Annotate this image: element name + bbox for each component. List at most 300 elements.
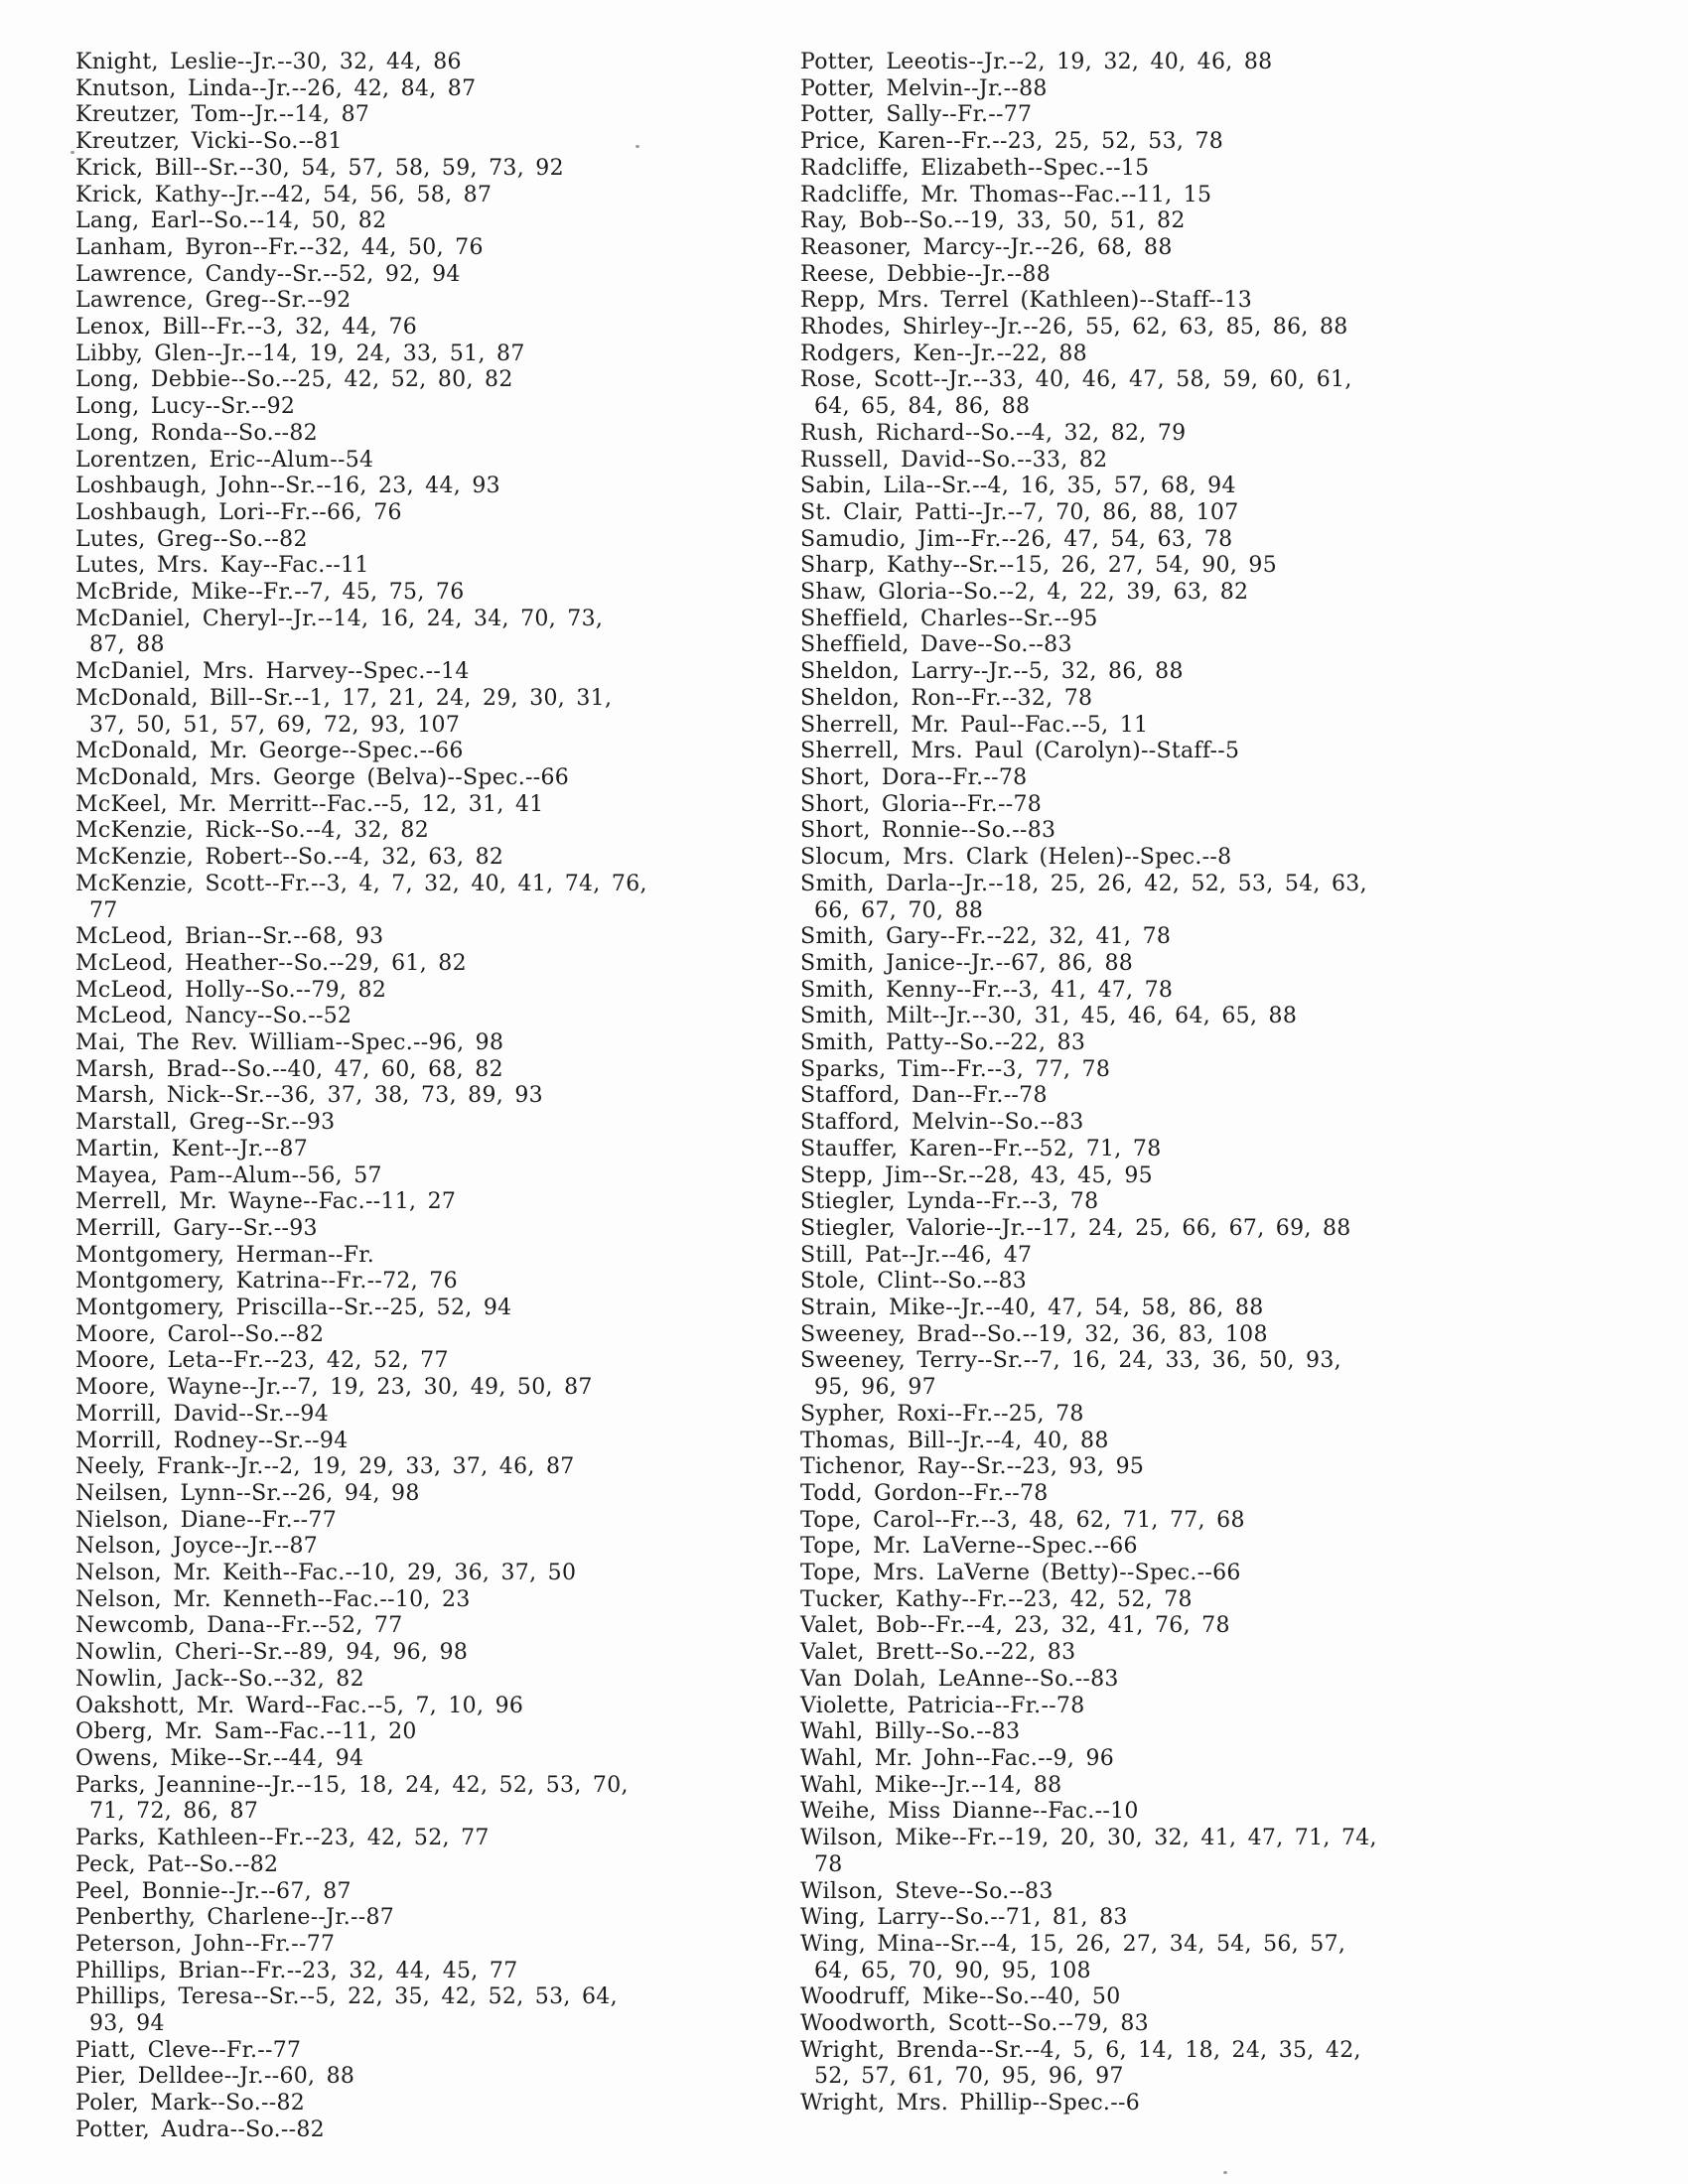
index-entry xyxy=(800,208,1495,235)
index-entry-line: Wahl, Billy--So.--83 xyxy=(800,1719,1021,1745)
index-entry xyxy=(75,739,771,765)
index-entry-line: Morrill, Rodney--Sr.--94 xyxy=(75,1428,349,1453)
index-entry-line: Moore, Leta--Fr.--23, 42, 52, 77 xyxy=(75,1348,449,1374)
index-entry xyxy=(75,1879,771,1906)
index-entry xyxy=(75,607,771,659)
index-entry-line: Potter, Sally--Fr.--77 xyxy=(800,102,1033,128)
index-entry-continuation: 95, 96, 97 xyxy=(814,1375,936,1401)
index-entry xyxy=(800,102,1495,129)
index-entry-line: Woodruff, Mike--So.--40, 50 xyxy=(800,1984,1121,2010)
index-entry xyxy=(800,367,1495,420)
index-entry-line: Lanham, Byron--Fr.--32, 44, 50, 76 xyxy=(75,234,484,260)
index-entry-line: Loshbaugh, John--Sr.--16, 23, 44, 93 xyxy=(75,474,500,499)
index-entry xyxy=(75,1640,771,1667)
index-entry-line: Still, Pat--Jr.--46, 47 xyxy=(800,1242,1033,1268)
index-entry xyxy=(75,1348,771,1375)
index-entry xyxy=(75,527,771,554)
index-entry xyxy=(800,1137,1495,1163)
index-entry-line: Montgomery, Katrina--Fr.--72, 76 xyxy=(75,1269,458,1295)
index-entry-line: Sheffield, Charles--Sr.--95 xyxy=(800,606,1098,631)
index-entry-line: Wilson, Mike--Fr.--19, 20, 30, 32, 41, 47, 71, 74, xyxy=(800,1826,1377,1851)
index-entry xyxy=(75,1216,771,1243)
index-entry xyxy=(800,183,1495,209)
index-entry-line: Kreutzer, Tom--Jr.--14, 87 xyxy=(75,102,370,128)
index-entry-line: Lang, Earl--So.--14, 50, 82 xyxy=(75,208,387,234)
index-entry xyxy=(800,713,1495,740)
index-entry-line: Sheldon, Ron--Fr.--32, 78 xyxy=(800,685,1093,711)
index-entry-line: Owens, Mike--Sr.--44, 94 xyxy=(75,1746,364,1771)
index-entry xyxy=(75,1719,771,1746)
index-entry-line: McDonald, Mrs. George (Belva)--Spec.--66 xyxy=(75,764,570,790)
index-entry xyxy=(800,1905,1495,1932)
index-entry-line: Martin, Kent--Jr.--87 xyxy=(75,1136,309,1161)
index-entry xyxy=(75,1269,771,1296)
index-entry xyxy=(800,1667,1495,1694)
index-entry xyxy=(800,1269,1495,1296)
index-entry-line: Nielson, Diane--Fr.--77 xyxy=(75,1507,337,1533)
index-entry-line: Parks, Jeannine--Jr.--15, 18, 24, 42, 52, 53, 70, xyxy=(75,1772,629,1798)
index-entry xyxy=(75,1826,771,1852)
index-entry-line: Repp, Mrs. Terrel (Kathleen)--Staff--13 xyxy=(800,288,1253,314)
index-entry-line: Long, Debbie--So.--25, 42, 52, 80, 82 xyxy=(75,367,513,393)
index-entry-line: Stafford, Dan--Fr.--78 xyxy=(800,1083,1048,1109)
index-entry-line: Mayea, Pam--Alum--56, 57 xyxy=(75,1162,382,1188)
index-entry-line: Mai, The Rev. William--Spec.--96, 98 xyxy=(75,1030,504,1056)
index-entry xyxy=(75,76,771,103)
index-entry xyxy=(75,2064,771,2091)
index-entry xyxy=(800,1826,1495,1878)
index-entry xyxy=(75,235,771,262)
index-entry xyxy=(800,951,1495,978)
index-entry-line: Slocum, Mrs. Clark (Helen)--Spec.--8 xyxy=(800,845,1232,871)
index-entry xyxy=(75,448,771,475)
index-entry xyxy=(800,1561,1495,1587)
index-entry-line: Radcliffe, Mr. Thomas--Fac.--11, 15 xyxy=(800,182,1212,207)
index-entry-line: McLeod, Heather--So.--29, 61, 82 xyxy=(75,950,467,976)
index-entry-line: Merrell, Mr. Wayne--Fac.--11, 27 xyxy=(75,1189,457,1215)
index-entry xyxy=(800,1508,1495,1535)
index-entry xyxy=(75,978,771,1005)
index-entry-line: Loshbaugh, Lori--Fr.--66, 76 xyxy=(75,499,402,525)
index-entry xyxy=(800,50,1495,76)
index-entry-line: Weihe, Miss Dianne--Fac.--10 xyxy=(800,1799,1139,1825)
index-entry xyxy=(800,1030,1495,1057)
paper-speck xyxy=(1223,2171,1227,2174)
index-entry xyxy=(800,1719,1495,1746)
index-entry-line: McDonald, Mr. George--Spec.--66 xyxy=(75,739,464,764)
index-entry-line: Penberthy, Charlene--Jr.--87 xyxy=(75,1905,395,1931)
index-entry xyxy=(75,1534,771,1561)
index-entry xyxy=(75,553,771,580)
index-entry xyxy=(800,607,1495,633)
index-entry-line: Morrill, David--Sr.--94 xyxy=(75,1401,329,1427)
index-entry xyxy=(800,1773,1495,1800)
index-entry-line: Sweeney, Brad--So.--19, 32, 36, 83, 108 xyxy=(800,1321,1268,1347)
index-entry xyxy=(75,208,771,235)
index-entry-line: Phillips, Brian--Fr.--23, 32, 44, 45, 77 xyxy=(75,1958,518,1983)
index-entry xyxy=(800,2091,1495,2117)
index-entry xyxy=(75,765,771,792)
index-entry-line: Smith, Kenny--Fr.--3, 41, 47, 78 xyxy=(800,977,1174,1003)
index-entry xyxy=(75,394,771,421)
index-entry-line: Knutson, Linda--Jr.--26, 42, 84, 87 xyxy=(75,75,477,101)
index-entry-line: Valet, Brett--So.--22, 83 xyxy=(800,1640,1076,1666)
index-entry-continuation: 93, 94 xyxy=(89,2011,165,2037)
index-entry xyxy=(800,1640,1495,1667)
index-entry xyxy=(800,872,1495,924)
index-entry-line: McLeod, Brian--Sr.--68, 93 xyxy=(75,924,384,950)
index-entry xyxy=(800,765,1495,792)
index-entry xyxy=(75,1932,771,1959)
index-entry-line: Potter, Melvin--Jr.--88 xyxy=(800,75,1048,101)
index-entry xyxy=(800,1879,1495,1906)
index-entry-line: McDaniel, Mrs. Harvey--Spec.--14 xyxy=(75,659,470,685)
index-entry-line: Wahl, Mr. John--Fac.--9, 96 xyxy=(800,1746,1115,1771)
index-entry xyxy=(800,1799,1495,1826)
index-entry xyxy=(800,2038,1495,2091)
index-entry-line: Potter, Audra--So.--82 xyxy=(75,2116,325,2142)
index-entry xyxy=(75,1402,771,1429)
index-entry-line: Valet, Bob--Fr.--4, 23, 32, 41, 76, 78 xyxy=(800,1613,1230,1639)
index-entry xyxy=(75,924,771,951)
index-entry-line: Merrill, Gary--Sr.--93 xyxy=(75,1215,318,1241)
index-entry xyxy=(75,474,771,500)
index-entry-line: Piatt, Cleve--Fr.--77 xyxy=(75,2037,302,2063)
index-entry xyxy=(75,183,771,209)
index-entry xyxy=(75,262,771,289)
index-entry xyxy=(800,1429,1495,1455)
index-entry-line: Sherrell, Mrs. Paul (Carolyn)--Staff--5 xyxy=(800,739,1240,764)
index-entry-line: McLeod, Nancy--So.--52 xyxy=(75,1004,352,1029)
index-entry xyxy=(800,1348,1495,1401)
index-entry xyxy=(800,924,1495,951)
index-entry-line: Sherrell, Mr. Paul--Fac.--5, 11 xyxy=(800,712,1149,738)
index-entry-line: Nelson, Joyce--Jr.--87 xyxy=(75,1534,319,1560)
index-entry-line: Tope, Mr. LaVerne--Spec.--66 xyxy=(800,1534,1138,1560)
index-entry-line: Newcomb, Dana--Fr.--52, 77 xyxy=(75,1613,403,1639)
index-entry xyxy=(800,1083,1495,1110)
index-entry-line: Long, Lucy--Sr.--92 xyxy=(75,394,296,420)
index-entry-line: McKeel, Mr. Merritt--Fac.--5, 12, 31, 41 xyxy=(75,791,544,817)
index-entry xyxy=(800,474,1495,500)
index-entry-line: St. Clair, Patti--Jr.--7, 70, 86, 88, 107 xyxy=(800,499,1239,525)
index-entry xyxy=(75,1852,771,1879)
index-entry-line: McDaniel, Cheryl--Jr.--14, 16, 24, 34, 70, 73, xyxy=(75,606,604,631)
index-entry-line: Nelson, Mr. Keith--Fac.--10, 29, 36, 37, 50 xyxy=(75,1561,577,1586)
index-entry xyxy=(800,580,1495,607)
index-entry xyxy=(800,978,1495,1005)
index-entry-line: Russell, David--So.--33, 82 xyxy=(800,447,1108,473)
index-entry xyxy=(75,1110,771,1137)
index-entry xyxy=(800,1534,1495,1561)
index-entry-line: Nowlin, Jack--So.--32, 82 xyxy=(75,1666,364,1692)
index-entry xyxy=(800,1402,1495,1429)
index-entry xyxy=(75,421,771,448)
index-entry-line: Sheldon, Larry--Jr.--5, 32, 86, 88 xyxy=(800,659,1184,685)
index-entry xyxy=(800,421,1495,448)
index-entry-line: Wright, Brenda--Sr.--4, 5, 6, 14, 18, 24, 35, 42, xyxy=(800,2037,1361,2063)
index-entry xyxy=(800,792,1495,819)
index-entry-line: Smith, Darla--Jr.--18, 25, 26, 42, 52, 53, 54, 63, xyxy=(800,871,1367,896)
index-entry-line: Todd, Gordon--Fr.--78 xyxy=(800,1480,1049,1506)
index-entry xyxy=(75,818,771,845)
index-entry xyxy=(800,1057,1495,1084)
index-entry-line: Tichenor, Ray--Sr.--23, 93, 95 xyxy=(800,1454,1145,1480)
index-entry xyxy=(800,659,1495,686)
index-entry xyxy=(75,1773,771,1826)
index-entry xyxy=(75,1429,771,1455)
index-entry-line: Wahl, Mike--Jr.--14, 88 xyxy=(800,1772,1062,1798)
index-entry xyxy=(75,686,771,739)
index-entry-line: McKenzie, Scott--Fr.--3, 4, 7, 32, 40, 41, 74, 76, xyxy=(75,871,647,896)
index-entry-line: Smith, Gary--Fr.--22, 32, 41, 78 xyxy=(800,924,1172,950)
index-entry xyxy=(800,1481,1495,1508)
index-entry xyxy=(75,872,771,924)
index-entry xyxy=(75,1481,771,1508)
index-entry-line: Nowlin, Cheri--Sr.--89, 94, 96, 98 xyxy=(75,1640,469,1666)
index-entry xyxy=(75,1905,771,1932)
index-entry-line: McBride, Mike--Fr.--7, 45, 75, 76 xyxy=(75,580,465,606)
index-entry-continuation: 77 xyxy=(89,897,118,923)
index-entry-line: Lenox, Bill--Fr.--3, 32, 44, 76 xyxy=(75,315,418,341)
index-entry-line: Montgomery, Herman--Fr. xyxy=(75,1242,374,1268)
index-entry xyxy=(800,2011,1495,2038)
index-entry xyxy=(75,659,771,686)
index-entry xyxy=(800,845,1495,872)
index-entry xyxy=(75,1959,771,1985)
index-entry-continuation: 37, 50, 51, 57, 69, 72, 93, 107 xyxy=(89,712,461,738)
index-entry-line: Stole, Clint--So.--83 xyxy=(800,1269,1028,1295)
index-entry-line: Lawrence, Greg--Sr.--92 xyxy=(75,288,352,314)
index-entry xyxy=(800,1746,1495,1773)
index-entry-line: Wright, Mrs. Phillip--Spec.--6 xyxy=(800,2091,1140,2116)
index-entry-continuation: 64, 65, 70, 90, 95, 108 xyxy=(814,1958,1091,1983)
index-entry-line: McDonald, Bill--Sr.--1, 17, 21, 24, 29, 30, 31, xyxy=(75,685,613,711)
index-entry-line: Stafford, Melvin--So.--83 xyxy=(800,1110,1084,1136)
index-entry xyxy=(800,1587,1495,1614)
index-entry-line: Nelson, Mr. Kenneth--Fac.--10, 23 xyxy=(75,1586,471,1612)
index-entry xyxy=(800,315,1495,341)
index-entry xyxy=(75,1746,771,1773)
index-entry xyxy=(75,1694,771,1720)
index-entry-line: Sparks, Tim--Fr.--3, 77, 78 xyxy=(800,1056,1111,1082)
index-entry-line: McLeod, Holly--So.--79, 82 xyxy=(75,977,387,1003)
index-entry xyxy=(800,1984,1495,2011)
index-entry xyxy=(75,156,771,183)
index-entry-line: Stiegler, Lynda--Fr.--3, 78 xyxy=(800,1189,1099,1215)
index-entry-line: Poler, Mark--So.--82 xyxy=(75,2091,306,2116)
index-entry xyxy=(75,288,771,315)
index-entry xyxy=(75,845,771,872)
index-entry-line: Sypher, Roxi--Fr.--25, 78 xyxy=(800,1401,1084,1427)
index-entry-line: Lutes, Mrs. Kay--Fac.--11 xyxy=(75,553,369,579)
index-entry xyxy=(800,129,1495,156)
index-entry-line: Lutes, Greg--So.--82 xyxy=(75,526,308,552)
index-entry-line: Rose, Scott--Jr.--33, 40, 46, 47, 58, 59, 60, 61, xyxy=(800,367,1352,393)
index-entry xyxy=(75,1508,771,1535)
index-entry xyxy=(75,1613,771,1640)
index-entry xyxy=(75,315,771,341)
index-entry-continuation: 52, 57, 61, 70, 95, 96, 97 xyxy=(814,2064,1124,2090)
index-entry-line: Strain, Mike--Jr.--40, 47, 54, 58, 86, 88 xyxy=(800,1296,1264,1321)
index-entry xyxy=(75,2091,771,2117)
index-entry xyxy=(75,2038,771,2065)
index-entry-line: Reese, Debbie--Jr.--88 xyxy=(800,261,1052,287)
index-entry-line: Peterson, John--Fr.--77 xyxy=(75,1931,336,1957)
index-entry xyxy=(75,341,771,368)
index-entry-line: Short, Dora--Fr.--78 xyxy=(800,764,1028,790)
index-entry-line: Oberg, Mr. Sam--Fac.--11, 20 xyxy=(75,1719,417,1745)
index-entry xyxy=(800,1243,1495,1270)
index-entry xyxy=(800,632,1495,659)
index-entry xyxy=(800,76,1495,103)
index-entry xyxy=(800,553,1495,580)
index-entry xyxy=(75,50,771,76)
index-entry-line: Marstall, Greg--Sr.--93 xyxy=(75,1110,336,1136)
index-entry-line: Thomas, Bill--Jr.--4, 40, 88 xyxy=(800,1428,1109,1453)
index-entry-line: Rodgers, Ken--Jr.--22, 88 xyxy=(800,341,1087,366)
index-entry xyxy=(800,1163,1495,1190)
index-entry-line: Libby, Glen--Jr.--14, 19, 24, 33, 51, 87 xyxy=(75,341,525,366)
index-entry xyxy=(75,1163,771,1190)
index-entry-line: Peel, Bonnie--Jr.--67, 87 xyxy=(75,1878,352,1904)
index-entry-line: Stiegler, Valorie--Jr.--17, 24, 25, 66, 67, 69, 88 xyxy=(800,1215,1351,1241)
index-entry-line: Wilson, Steve--So.--83 xyxy=(800,1878,1054,1904)
index-entry-line: Oakshott, Mr. Ward--Fac.--5, 7, 10, 96 xyxy=(75,1693,524,1718)
paper-speck xyxy=(635,145,639,148)
index-entry-line: Tucker, Kathy--Fr.--23, 42, 52, 78 xyxy=(800,1586,1193,1612)
index-entry xyxy=(800,235,1495,262)
index-entry-line: Marsh, Brad--So.--40, 47, 60, 68, 82 xyxy=(75,1056,503,1082)
index-entry xyxy=(75,129,771,156)
index-entry xyxy=(75,1667,771,1694)
index-entry xyxy=(75,1296,771,1322)
index-entry xyxy=(800,262,1495,289)
index-entry xyxy=(800,500,1495,527)
index-entry-line: Woodworth, Scott--So.--79, 83 xyxy=(800,2011,1149,2037)
index-entry-line: Tope, Mrs. LaVerne (Betty)--Spec.--66 xyxy=(800,1561,1241,1586)
index-entry-line: Kreutzer, Vicki--So.--81 xyxy=(75,129,343,155)
index-entry-line: Sheffield, Dave--So.--83 xyxy=(800,632,1072,658)
index-entry-line: Tope, Carol--Fr.--3, 48, 62, 71, 77, 68 xyxy=(800,1507,1245,1533)
index-entry xyxy=(75,367,771,394)
index-entry xyxy=(75,1375,771,1402)
index-entry-line: Ray, Bob--So.--19, 33, 50, 51, 82 xyxy=(800,208,1186,234)
index-entry-line: Wing, Mina--Sr.--4, 15, 26, 27, 34, 54, 56, 57, xyxy=(800,1931,1346,1957)
index-entry xyxy=(800,288,1495,315)
index-entry-line: Short, Ronnie--So.--83 xyxy=(800,818,1056,844)
index-entry xyxy=(75,1454,771,1481)
index-entry xyxy=(75,1137,771,1163)
index-entry xyxy=(75,500,771,527)
index-entry-line: Radcliffe, Elizabeth--Spec.--15 xyxy=(800,155,1150,181)
index-entry xyxy=(800,818,1495,845)
index-entry-line: McKenzie, Robert--So.--4, 32, 63, 82 xyxy=(75,845,504,871)
index-entry xyxy=(75,1004,771,1030)
index-column-right xyxy=(800,50,1495,2117)
index-entry-line: Reasoner, Marcy--Jr.--26, 68, 88 xyxy=(800,234,1173,260)
index-entry-line: Neely, Frank--Jr.--2, 19, 29, 33, 37, 46, 87 xyxy=(75,1454,575,1480)
index-entry-line: Neilsen, Lynn--Sr.--26, 94, 98 xyxy=(75,1480,420,1506)
index-entry xyxy=(75,580,771,607)
index-entry-line: Stauffer, Karen--Fr.--52, 71, 78 xyxy=(800,1136,1162,1161)
index-entry xyxy=(800,1322,1495,1349)
index-entry-line: Sabin, Lila--Sr.--4, 16, 35, 57, 68, 94 xyxy=(800,474,1236,499)
index-entry xyxy=(800,1613,1495,1640)
index-entry-line: Krick, Bill--Sr.--30, 54, 57, 58, 59, 73, 92 xyxy=(75,155,564,181)
index-entry xyxy=(75,1030,771,1057)
index-entry xyxy=(800,1454,1495,1481)
index-entry xyxy=(75,951,771,978)
index-entry-continuation: 66, 67, 70, 88 xyxy=(814,897,984,923)
index-entry xyxy=(800,1694,1495,1720)
index-entry-line: Rhodes, Shirley--Jr.--26, 55, 62, 63, 85, 86, 88 xyxy=(800,315,1348,341)
index-entry xyxy=(800,527,1495,554)
index-entry-line: Moore, Wayne--Jr.--7, 19, 23, 30, 49, 50, 87 xyxy=(75,1375,593,1401)
paper-speck xyxy=(70,151,74,154)
index-entry xyxy=(800,341,1495,368)
index-entry-continuation: 64, 65, 84, 86, 88 xyxy=(814,394,1031,420)
index-entry-line: Smith, Patty--So.--22, 83 xyxy=(800,1030,1086,1056)
index-entry-line: Smith, Janice--Jr.--67, 86, 88 xyxy=(800,950,1134,976)
index-entry xyxy=(800,156,1495,183)
index-entry xyxy=(75,1561,771,1587)
index-entry-line: Lorentzen, Eric--Alum--54 xyxy=(75,447,374,473)
index-entry-line: Violette, Patricia--Fr.--78 xyxy=(800,1693,1085,1718)
index-entry-continuation: 78 xyxy=(814,1851,843,1877)
index-entry-line: Long, Ronda--So.--82 xyxy=(75,420,318,446)
index-entry-line: Short, Gloria--Fr.--78 xyxy=(800,791,1043,817)
index-entry-line: Sharp, Kathy--Sr.--15, 26, 27, 54, 90, 95 xyxy=(800,553,1278,579)
index-entry-line: McKenzie, Rick--So.--4, 32, 82 xyxy=(75,818,429,844)
index-entry xyxy=(800,1296,1495,1322)
index-entry xyxy=(800,1110,1495,1137)
index-entry-line: Stepp, Jim--Sr.--28, 43, 45, 95 xyxy=(800,1162,1153,1188)
index-entry xyxy=(800,739,1495,765)
index-entry-continuation: 87, 88 xyxy=(89,632,165,658)
index-entry xyxy=(800,1932,1495,1984)
index-entry xyxy=(75,102,771,129)
index-entry-line: Phillips, Teresa--Sr.--5, 22, 35, 42, 52, 53, 64, xyxy=(75,1984,618,2010)
index-entry xyxy=(800,448,1495,475)
index-entry-line: Sweeney, Terry--Sr.--7, 16, 24, 33, 36, 50, 93, xyxy=(800,1348,1341,1374)
index-entry-line: Potter, Leeotis--Jr.--2, 19, 32, 40, 46, 88 xyxy=(800,50,1273,74)
index-entry-line: Montgomery, Priscilla--Sr.--25, 52, 94 xyxy=(75,1296,512,1321)
index-entry xyxy=(75,1083,771,1110)
index-column-left xyxy=(75,50,771,2144)
index-entry-line: Marsh, Nick--Sr.--36, 37, 38, 73, 89, 93 xyxy=(75,1083,543,1109)
index-entry-line: Rush, Richard--So.--4, 32, 82, 79 xyxy=(800,420,1187,446)
index-entry-continuation: 71, 72, 86, 87 xyxy=(89,1799,259,1825)
index-entry-line: Samudio, Jim--Fr.--26, 47, 54, 63, 78 xyxy=(800,526,1233,552)
index-entry-line: Knight, Leslie--Jr.--30, 32, 44, 86 xyxy=(75,50,462,74)
index-entry xyxy=(75,1057,771,1084)
index-entry xyxy=(75,1243,771,1270)
index-entry xyxy=(75,1322,771,1349)
index-entry-line: Peck, Pat--So.--82 xyxy=(75,1851,279,1877)
index-entry-line: Parks, Kathleen--Fr.--23, 42, 52, 77 xyxy=(75,1826,490,1851)
index-entry xyxy=(75,2117,771,2144)
index-entry-line: Lawrence, Candy--Sr.--52, 92, 94 xyxy=(75,261,461,287)
index-entry-line: Krick, Kathy--Jr.--42, 54, 56, 58, 87 xyxy=(75,182,492,207)
index-entry xyxy=(800,1216,1495,1243)
index-entry-line: Shaw, Gloria--So.--2, 4, 22, 39, 63, 82 xyxy=(800,580,1249,606)
index-entry xyxy=(75,1587,771,1614)
index-entry xyxy=(800,1189,1495,1216)
index-entry xyxy=(75,1189,771,1216)
index-entry-line: Smith, Milt--Jr.--30, 31, 45, 46, 64, 65, 88 xyxy=(800,1004,1298,1029)
index-entry xyxy=(75,1984,771,2037)
